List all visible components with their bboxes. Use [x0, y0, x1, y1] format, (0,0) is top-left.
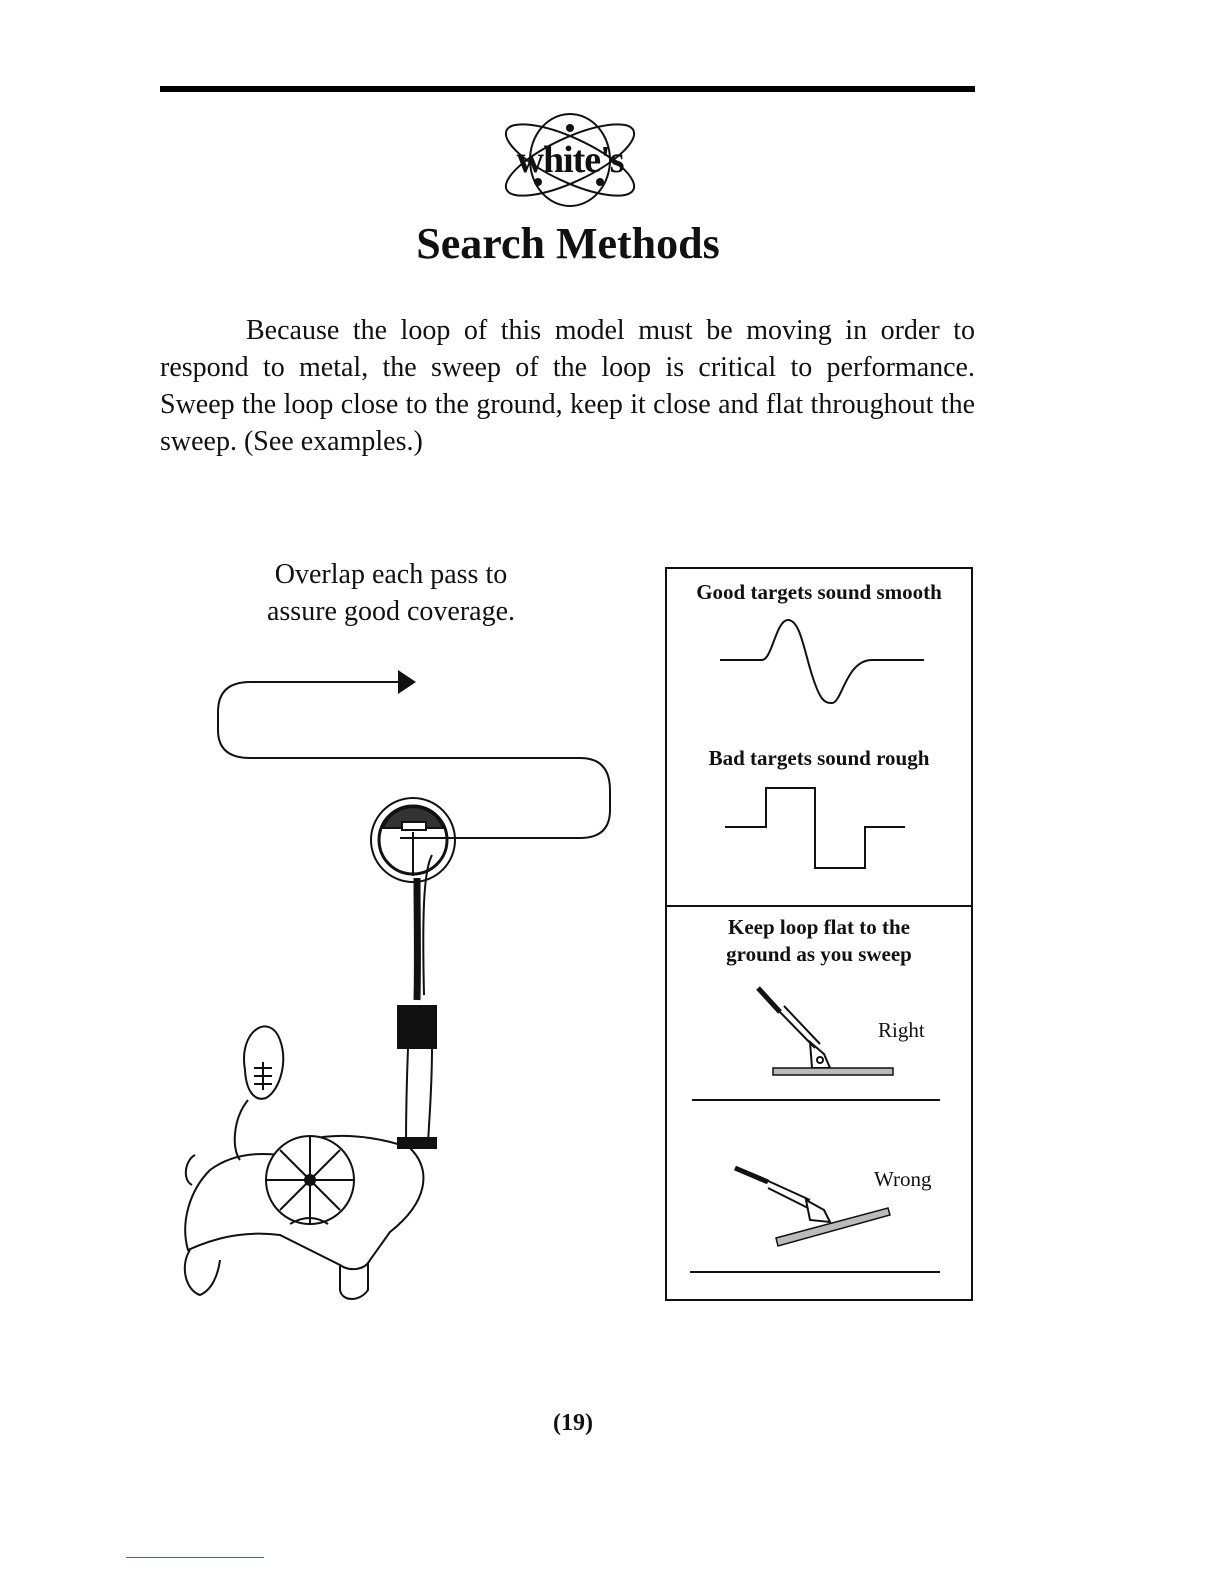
page-title: Search Methods: [416, 219, 720, 268]
keep-flat-line1: Keep loop flat to the: [728, 915, 910, 939]
operator-with-detector-drawing: [170, 650, 650, 1330]
sine-wave-icon: [700, 615, 940, 715]
panel-divider: [665, 905, 973, 907]
rough-wave-diagram: [700, 780, 940, 880]
flat-loop-icon: [680, 980, 960, 1110]
square-wave-icon: [700, 780, 940, 880]
page-number: (19): [553, 1410, 593, 1436]
overlap-caption: [236, 556, 546, 630]
right-label: Right: [878, 1018, 925, 1042]
overlap-caption-line1: Overlap each pass to: [274, 559, 508, 590]
whites-logo: [490, 110, 650, 210]
intro-paragraph: Because the loop of this model must be moving in order to respond to metal, the sweep of the loop is critical to performance. Sweep the loop close to the ground, keep it close and flat throughout the sweep. (See examples.): [160, 315, 975, 457]
overlap-caption-line2: assure good coverage.: [266, 596, 515, 627]
right-technique-diagram: [680, 980, 960, 1110]
keep-flat-line2: ground as you sweep: [726, 942, 912, 966]
smooth-wave-diagram: [700, 615, 940, 715]
wrong-label: Wrong: [874, 1167, 932, 1191]
bad-targets-label: Bad targets sound rough: [708, 746, 930, 770]
keep-flat-instruction: [667, 914, 971, 968]
footer-rule: [126, 1557, 264, 1558]
good-targets-label: Good targets sound smooth: [696, 580, 942, 604]
top-rule: [160, 86, 975, 92]
logo-wordmark: white's: [516, 139, 624, 181]
sweep-illustration: [170, 650, 650, 1330]
